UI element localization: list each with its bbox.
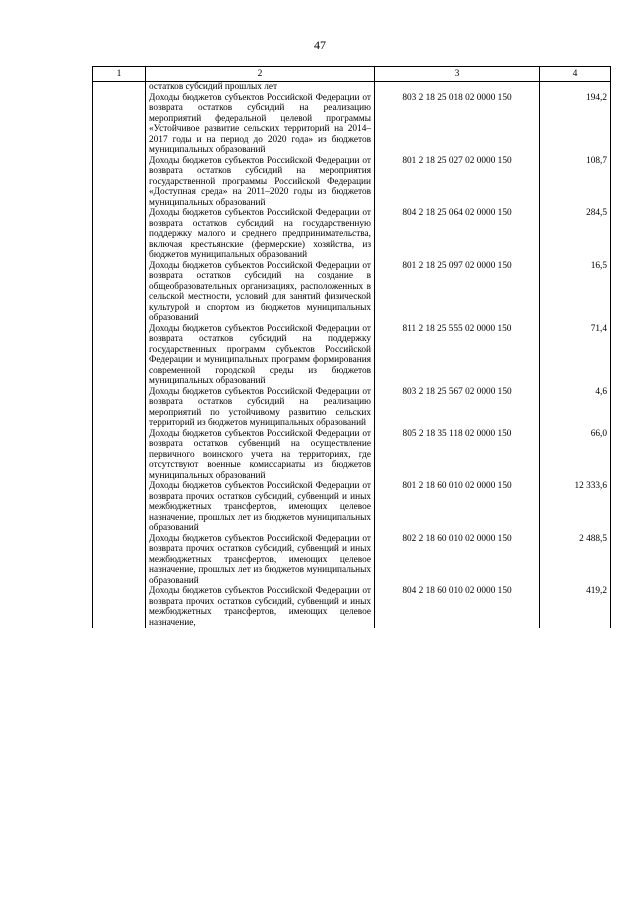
table-row [93,82,611,93]
budget-classification-code: 803 2 18 25 567 02 0000 150 [375,387,540,429]
income-description: Доходы бюджетов субъектов Российской Федерации от возврата прочих остатков субсидий, субвенций и иных межбюджетных трансфертов, имеющих целевое назначение, [146,586,375,628]
budget-classification-code: 801 2 18 60 010 02 0000 150 [375,481,540,534]
row-number-cell [93,208,146,261]
row-number-cell [93,261,146,324]
table-row [93,534,611,587]
income-description: Доходы бюджетов субъектов Российской Федерации от возврата остатков субсидий на поддержку государственных программ субъектов Российской Федерации и муниципальных программ формирования современной городской среды из бюджетов муниципальных образований [146,324,375,387]
row-number-cell [93,82,146,93]
amount-value: 12 333,6 [540,481,611,534]
table-row [93,261,611,324]
amount-value: 194,2 [540,93,611,156]
amount-value: 284,5 [540,208,611,261]
budget-classification-code: 803 2 18 25 018 02 0000 150 [375,93,540,156]
table-row [93,387,611,429]
budget-classification-code [375,82,540,93]
table-row [93,429,611,482]
table-row [93,156,611,209]
row-number-cell [93,429,146,482]
income-description: Доходы бюджетов субъектов Российской Федерации от возврата остатков субсидий на реализацию мероприятий по устойчивому развитию сельских территорий из бюджетов муниципальных образований [146,387,375,429]
amount-value: 419,2 [540,586,611,628]
income-description: Доходы бюджетов субъектов Российской Федерации от возврата прочих остатков субсидий, субвенций и иных межбюджетных трансфертов, имеющих целевое назначение, прошлых лет из бюджетов муниципальных образований [146,534,375,587]
income-description: остатков субсидий прошлых лет [146,82,375,93]
budget-classification-code: 811 2 18 25 555 02 0000 150 [375,324,540,387]
row-number-cell [93,156,146,209]
column-header-1: 1 [93,67,146,82]
budget-classification-code: 801 2 18 25 027 02 0000 150 [375,156,540,209]
budget-classification-code: 801 2 18 25 097 02 0000 150 [375,261,540,324]
column-header-2: 2 [146,67,375,82]
table-row [93,586,611,628]
table-body [93,82,611,629]
row-number-cell [93,534,146,587]
income-description: Доходы бюджетов субъектов Российской Федерации от возврата остатков субсидий на реализацию мероприятий федеральной целевой программы «Устойчивое развитие сельских территорий на 2014–2017 годы и на период до 2020 года» из бюджетов муниципальных образований [146,93,375,156]
budget-classification-code: 802 2 18 60 010 02 0000 150 [375,534,540,587]
amount-value: 71,4 [540,324,611,387]
column-header-3: 3 [375,67,540,82]
page-number: 47 [314,38,326,52]
budget-table [92,66,611,628]
row-number-cell [93,324,146,387]
row-number-cell [93,387,146,429]
table-row [93,93,611,156]
budget-classification-code: 805 2 18 35 118 02 0000 150 [375,429,540,482]
amount-value [540,82,611,93]
income-description: Доходы бюджетов субъектов Российской Федерации от возврата остатков субсидий на государственную поддержку малого и среднего предпринимательства, включая крестьянские (фермерские) хозяйства, из бюджетов муниципальных образований [146,208,375,261]
amount-value: 108,7 [540,156,611,209]
amount-value: 4,6 [540,387,611,429]
budget-classification-code: 804 2 18 25 064 02 0000 150 [375,208,540,261]
column-header-4: 4 [540,67,611,82]
table-row [93,208,611,261]
income-description: Доходы бюджетов субъектов Российской Федерации от возврата прочих остатков субсидий, субвенций и иных межбюджетных трансфертов, имеющих целевое назначение, прошлых лет из бюджетов муниципальных образований [146,481,375,534]
amount-value: 16,5 [540,261,611,324]
income-description: Доходы бюджетов субъектов Российской Федерации от возврата остатков субсидий на мероприятия государственной программы Российской Федерации «Доступная среда» на 2011–2020 годы из бюджетов муниципальных образований [146,156,375,209]
table-row [93,481,611,534]
row-number-cell [93,586,146,628]
table-row [93,324,611,387]
table-header-row [93,67,611,82]
income-description: Доходы бюджетов субъектов Российской Федерации от возврата остатков субсидий на создание в общеобразовательных организациях, расположенных в сельской местности, условий для занятий физической культурой и спортом из бюджетов муниципальных образований [146,261,375,324]
amount-value: 66,0 [540,429,611,482]
income-description: Доходы бюджетов субъектов Российской Федерации от возврата остатков субвенций на осуществление первичного воинского учета на территориях, где отсутствуют военные комиссариаты из бюджетов муниципальных образований [146,429,375,482]
row-number-cell [93,93,146,156]
row-number-cell [93,481,146,534]
amount-value: 2 488,5 [540,534,611,587]
budget-classification-code: 804 2 18 60 010 02 0000 150 [375,586,540,628]
